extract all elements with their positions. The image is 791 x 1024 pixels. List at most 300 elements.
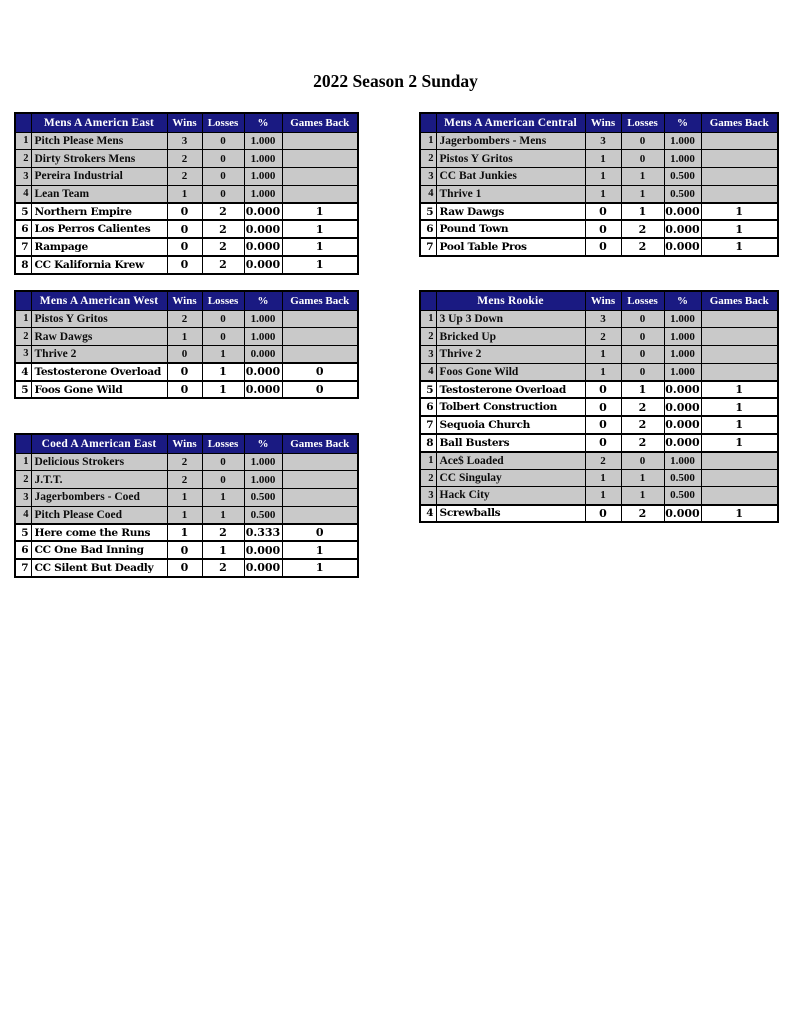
pct-cell: 1.000 (664, 328, 701, 346)
wins-cell: 1 (585, 185, 621, 203)
wins-cell: 2 (167, 471, 202, 489)
pct-cell: 1.000 (664, 310, 701, 328)
losses-cell: 1 (202, 363, 244, 381)
table-title: Mens A American Central (436, 113, 585, 132)
losses-cell: 1 (621, 167, 664, 185)
games-back-cell: 1 (701, 220, 778, 238)
team-cell: CC Silent But Deadly (31, 559, 167, 577)
column-header-pct: % (244, 434, 282, 453)
games-back-cell: 1 (282, 220, 358, 238)
games-back-cell (701, 328, 778, 346)
games-back-cell: 0 (282, 381, 358, 399)
team-cell: Delicious Strokers (31, 453, 167, 471)
pct-cell: 0.000 (664, 203, 701, 221)
team-cell: Ball Busters (436, 434, 585, 452)
team-cell: Thrive 1 (436, 185, 585, 203)
losses-cell: 0 (202, 453, 244, 471)
pct-cell: 0.000 (664, 434, 701, 452)
column-header-games-back: Games Back (701, 291, 778, 310)
team-row (15, 167, 358, 185)
team-row (420, 203, 778, 221)
losses-cell: 0 (621, 345, 664, 363)
wins-cell: 1 (167, 488, 202, 506)
games-back-cell (282, 506, 358, 524)
pct-cell: 1.000 (664, 150, 701, 168)
games-back-cell: 1 (701, 505, 778, 523)
rank-cell: 1 (420, 132, 436, 150)
pct-cell: 0.500 (244, 506, 282, 524)
column-header-wins: Wins (167, 113, 202, 132)
team-row (420, 220, 778, 238)
losses-cell: 2 (621, 238, 664, 256)
pct-cell: 0.000 (244, 256, 282, 274)
wins-cell: 3 (585, 310, 621, 328)
losses-cell: 1 (621, 487, 664, 505)
rank-cell: 6 (420, 398, 436, 416)
wins-cell: 1 (585, 469, 621, 487)
rank-column-header (15, 291, 31, 310)
pct-cell: 0.000 (664, 381, 701, 399)
wins-cell: 0 (167, 363, 202, 381)
team-cell: Dirty Strokers Mens (31, 150, 167, 168)
rank-cell: 2 (15, 150, 31, 168)
wins-cell: 1 (585, 150, 621, 168)
wins-cell: 0 (167, 256, 202, 274)
losses-cell: 2 (621, 505, 664, 523)
games-back-cell: 1 (701, 381, 778, 399)
team-cell: Pistos Y Gritos (31, 310, 167, 328)
rank-cell: 4 (420, 363, 436, 381)
team-cell: Rampage (31, 238, 167, 256)
team-row (15, 345, 358, 363)
rank-cell: 1 (15, 132, 31, 150)
wins-cell: 1 (167, 185, 202, 203)
losses-cell: 1 (621, 381, 664, 399)
games-back-cell (701, 150, 778, 168)
wins-cell: 2 (167, 167, 202, 185)
wins-cell: 1 (167, 524, 202, 542)
team-row (15, 310, 358, 328)
team-cell: Northern Empire (31, 203, 167, 221)
column-header-losses: Losses (202, 434, 244, 453)
losses-cell: 1 (202, 345, 244, 363)
page-title: 2022 Season 2 Sunday (313, 71, 478, 91)
losses-cell: 1 (621, 185, 664, 203)
losses-cell: 2 (202, 256, 244, 274)
games-back-cell (282, 328, 358, 346)
pct-cell: 0.500 (664, 167, 701, 185)
pct-cell: 1.000 (244, 132, 282, 150)
losses-cell: 2 (202, 238, 244, 256)
wins-cell: 1 (167, 328, 202, 346)
team-row (420, 185, 778, 203)
losses-cell: 1 (202, 506, 244, 524)
pct-cell: 1.000 (244, 453, 282, 471)
team-cell: Ace$ Loaded (436, 452, 585, 470)
team-row (15, 363, 358, 381)
rank-cell: 4 (15, 185, 31, 203)
team-row (15, 453, 358, 471)
team-row (420, 363, 778, 381)
wins-cell: 0 (585, 381, 621, 399)
losses-cell: 0 (202, 471, 244, 489)
rank-cell: 5 (420, 203, 436, 221)
team-row (420, 132, 778, 150)
column-header-losses: Losses (202, 291, 244, 310)
team-row (420, 398, 778, 416)
team-cell: CC One Bad Inning (31, 541, 167, 559)
rank-cell: 3 (420, 167, 436, 185)
wins-cell: 3 (167, 132, 202, 150)
games-back-cell: 1 (701, 238, 778, 256)
standings-table (419, 112, 779, 257)
rank-cell: 6 (15, 541, 31, 559)
wins-cell: 1 (585, 487, 621, 505)
rank-cell: 7 (15, 559, 31, 577)
rank-cell: 5 (15, 381, 31, 399)
games-back-cell: 1 (282, 238, 358, 256)
team-row (420, 487, 778, 505)
team-cell: Testosterone Overload (436, 381, 585, 399)
pct-cell: 0.000 (244, 559, 282, 577)
losses-cell: 0 (202, 310, 244, 328)
team-cell: Screwballs (436, 505, 585, 523)
team-row (420, 434, 778, 452)
pct-cell: 1.000 (244, 150, 282, 168)
losses-cell: 0 (202, 150, 244, 168)
games-back-cell: 1 (282, 559, 358, 577)
wins-cell: 1 (585, 167, 621, 185)
pct-cell: 0.333 (244, 524, 282, 542)
pct-cell: 0.000 (244, 381, 282, 399)
standings-table (14, 112, 359, 275)
team-row (15, 541, 358, 559)
wins-cell: 1 (585, 345, 621, 363)
games-back-cell (701, 487, 778, 505)
wins-cell: 1 (585, 363, 621, 381)
rank-cell: 4 (420, 185, 436, 203)
team-cell: CC Singulay (436, 469, 585, 487)
team-cell: Pitch Please Coed (31, 506, 167, 524)
column-header-wins: Wins (167, 434, 202, 453)
team-cell: Here come the Runs (31, 524, 167, 542)
team-cell: Pitch Please Mens (31, 132, 167, 150)
losses-cell: 1 (202, 381, 244, 399)
rank-cell: 1 (420, 452, 436, 470)
losses-cell: 0 (202, 185, 244, 203)
team-row (420, 310, 778, 328)
team-cell: Testosterone Overload (31, 363, 167, 381)
games-back-cell (282, 488, 358, 506)
games-back-cell (282, 453, 358, 471)
rank-cell: 3 (15, 345, 31, 363)
pct-cell: 0.000 (664, 220, 701, 238)
rank-cell: 2 (15, 471, 31, 489)
games-back-cell (701, 132, 778, 150)
column-header-pct: % (244, 291, 282, 310)
losses-cell: 0 (621, 452, 664, 470)
wins-cell: 0 (167, 238, 202, 256)
team-row (15, 328, 358, 346)
team-row (15, 506, 358, 524)
rank-cell: 4 (15, 506, 31, 524)
pct-cell: 1.000 (244, 167, 282, 185)
pct-cell: 0.000 (244, 363, 282, 381)
team-row (15, 150, 358, 168)
team-row (15, 381, 358, 399)
rank-cell: 5 (15, 524, 31, 542)
games-back-cell (701, 452, 778, 470)
rank-column-header (15, 113, 31, 132)
losses-cell: 0 (202, 328, 244, 346)
wins-cell: 0 (585, 203, 621, 221)
team-row (15, 256, 358, 274)
team-cell: Tolbert Construction (436, 398, 585, 416)
games-back-cell (282, 150, 358, 168)
wins-cell: 0 (167, 220, 202, 238)
team-cell: Bricked Up (436, 328, 585, 346)
team-row (15, 238, 358, 256)
games-back-cell (701, 469, 778, 487)
table-header-row (15, 291, 358, 310)
wins-cell: 3 (585, 132, 621, 150)
games-back-cell (701, 310, 778, 328)
games-back-cell (282, 132, 358, 150)
losses-cell: 0 (621, 132, 664, 150)
rank-cell: 3 (420, 487, 436, 505)
team-cell: Sequoia Church (436, 416, 585, 434)
wins-cell: 0 (167, 203, 202, 221)
team-row (15, 203, 358, 221)
rank-cell: 5 (15, 203, 31, 221)
rank-cell: 6 (15, 220, 31, 238)
team-cell: Jagerbombers - Coed (31, 488, 167, 506)
team-row (420, 238, 778, 256)
team-cell: 3 Up 3 Down (436, 310, 585, 328)
wins-cell: 0 (167, 345, 202, 363)
rank-cell: 8 (15, 256, 31, 274)
pct-cell: 1.000 (244, 310, 282, 328)
pct-cell: 0.000 (244, 203, 282, 221)
pct-cell: 1.000 (664, 363, 701, 381)
rank-cell: 7 (420, 238, 436, 256)
games-back-cell (282, 471, 358, 489)
column-header-losses: Losses (621, 113, 664, 132)
wins-cell: 2 (585, 328, 621, 346)
pct-cell: 0.500 (664, 469, 701, 487)
losses-cell: 0 (621, 150, 664, 168)
standings-table (14, 290, 359, 399)
losses-cell: 2 (621, 220, 664, 238)
team-cell: Raw Dawgs (436, 203, 585, 221)
column-header-losses: Losses (202, 113, 244, 132)
pct-cell: 1.000 (244, 471, 282, 489)
losses-cell: 0 (621, 328, 664, 346)
losses-cell: 2 (202, 220, 244, 238)
pct-cell: 0.000 (244, 220, 282, 238)
wins-cell: 0 (167, 559, 202, 577)
team-row (15, 185, 358, 203)
games-back-cell: 0 (282, 524, 358, 542)
games-back-cell (701, 345, 778, 363)
rank-column-header (420, 291, 436, 310)
rank-column-header (15, 434, 31, 453)
wins-cell: 0 (167, 381, 202, 399)
rank-cell: 6 (420, 220, 436, 238)
losses-cell: 0 (202, 167, 244, 185)
pct-cell: 0.500 (664, 185, 701, 203)
games-back-cell: 1 (282, 203, 358, 221)
wins-cell: 2 (167, 453, 202, 471)
column-header-games-back: Games Back (282, 291, 358, 310)
team-cell: J.T.T. (31, 471, 167, 489)
losses-cell: 1 (202, 541, 244, 559)
column-header-wins: Wins (585, 291, 621, 310)
table-header-row (15, 113, 358, 132)
team-row (15, 559, 358, 577)
team-cell: Pound Town (436, 220, 585, 238)
team-row (420, 345, 778, 363)
losses-cell: 1 (621, 469, 664, 487)
pct-cell: 0.000 (244, 238, 282, 256)
team-row (15, 524, 358, 542)
team-row (420, 150, 778, 168)
table-header-row (15, 434, 358, 453)
losses-cell: 0 (202, 132, 244, 150)
pct-cell: 1.000 (664, 452, 701, 470)
games-back-cell: 1 (701, 398, 778, 416)
wins-cell: 0 (585, 416, 621, 434)
pct-cell: 0.000 (664, 238, 701, 256)
rank-cell: 5 (420, 381, 436, 399)
pct-cell: 0.500 (244, 488, 282, 506)
losses-cell: 0 (621, 310, 664, 328)
games-back-cell (282, 345, 358, 363)
rank-cell: 2 (420, 469, 436, 487)
wins-cell: 0 (167, 541, 202, 559)
team-row (420, 505, 778, 523)
wins-cell: 2 (167, 150, 202, 168)
wins-cell: 0 (585, 238, 621, 256)
games-back-cell: 1 (282, 256, 358, 274)
team-row (420, 167, 778, 185)
team-row (15, 220, 358, 238)
table-header-row (420, 291, 778, 310)
games-back-cell (701, 167, 778, 185)
rank-cell: 8 (420, 434, 436, 452)
rank-cell: 7 (15, 238, 31, 256)
column-header-wins: Wins (167, 291, 202, 310)
team-cell: CC Kalifornia Krew (31, 256, 167, 274)
games-back-cell (282, 310, 358, 328)
column-header-games-back: Games Back (701, 113, 778, 132)
team-cell: CC Bat Junkies (436, 167, 585, 185)
rank-cell: 4 (15, 363, 31, 381)
table-title: Mens Rookie (436, 291, 585, 310)
rank-cell: 7 (420, 416, 436, 434)
pct-cell: 0.000 (244, 345, 282, 363)
team-cell: Raw Dawgs (31, 328, 167, 346)
games-back-cell: 1 (282, 541, 358, 559)
pct-cell: 1.000 (244, 328, 282, 346)
games-back-cell: 1 (701, 434, 778, 452)
wins-cell: 0 (585, 434, 621, 452)
rank-column-header (420, 113, 436, 132)
column-header-games-back: Games Back (282, 113, 358, 132)
rank-cell: 3 (15, 488, 31, 506)
games-back-cell: 0 (282, 363, 358, 381)
rank-cell: 4 (420, 505, 436, 523)
column-header-pct: % (664, 113, 701, 132)
table-title: Coed A American East (31, 434, 167, 453)
team-cell: Los Perros Calientes (31, 220, 167, 238)
games-back-cell (701, 185, 778, 203)
wins-cell: 0 (585, 220, 621, 238)
team-row (420, 381, 778, 399)
games-back-cell: 1 (701, 416, 778, 434)
losses-cell: 2 (621, 416, 664, 434)
losses-cell: 1 (202, 488, 244, 506)
team-cell: Pistos Y Gritos (436, 150, 585, 168)
pct-cell: 0.000 (244, 541, 282, 559)
losses-cell: 2 (621, 434, 664, 452)
pct-cell: 0.000 (664, 416, 701, 434)
rank-cell: 3 (15, 167, 31, 185)
column-header-losses: Losses (621, 291, 664, 310)
team-row (420, 469, 778, 487)
losses-cell: 2 (202, 559, 244, 577)
column-header-wins: Wins (585, 113, 621, 132)
wins-cell: 2 (167, 310, 202, 328)
team-row (15, 488, 358, 506)
team-row (420, 328, 778, 346)
losses-cell: 2 (621, 398, 664, 416)
team-row (420, 416, 778, 434)
wins-cell: 2 (585, 452, 621, 470)
table-header-row (420, 113, 778, 132)
table-title: Mens A Americn East (31, 113, 167, 132)
pct-cell: 0.500 (664, 487, 701, 505)
pct-cell: 0.000 (664, 505, 701, 523)
rank-cell: 2 (420, 328, 436, 346)
column-header-pct: % (664, 291, 701, 310)
team-cell: Foos Gone Wild (436, 363, 585, 381)
team-row (15, 471, 358, 489)
losses-cell: 1 (621, 203, 664, 221)
pct-cell: 1.000 (664, 132, 701, 150)
pct-cell: 1.000 (244, 185, 282, 203)
team-cell: Pereira Industrial (31, 167, 167, 185)
wins-cell: 0 (585, 505, 621, 523)
pct-cell: 0.000 (664, 398, 701, 416)
pct-cell: 1.000 (664, 345, 701, 363)
losses-cell: 2 (202, 524, 244, 542)
games-back-cell (282, 185, 358, 203)
team-cell: Thrive 2 (31, 345, 167, 363)
table-title: Mens A American West (31, 291, 167, 310)
rank-cell: 2 (420, 150, 436, 168)
team-row (15, 132, 358, 150)
losses-cell: 2 (202, 203, 244, 221)
games-back-cell: 1 (701, 203, 778, 221)
team-cell: Foos Gone Wild (31, 381, 167, 399)
team-cell: Pool Table Pros (436, 238, 585, 256)
rank-cell: 1 (15, 310, 31, 328)
losses-cell: 0 (621, 363, 664, 381)
standings-table (419, 290, 779, 523)
column-header-games-back: Games Back (282, 434, 358, 453)
team-row (420, 452, 778, 470)
